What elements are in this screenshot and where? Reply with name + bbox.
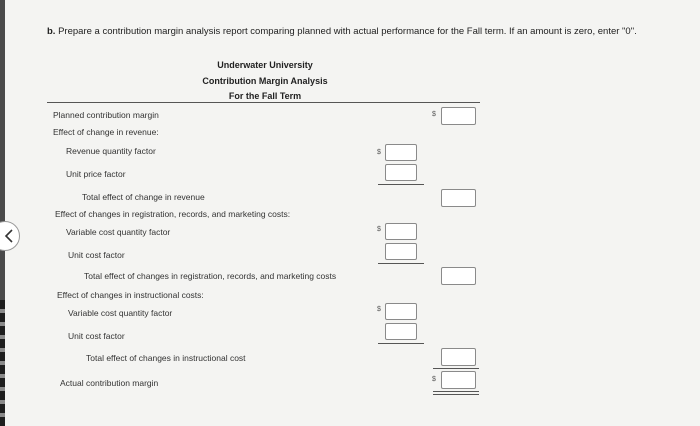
- revenue-qty-label: Revenue quantity factor: [66, 146, 156, 156]
- instruction-text: Prepare a contribution margin analysis report comparing planned with actual performance for the Fall term. If an amount is zero, enter "0".: [58, 26, 637, 37]
- unit-cost-2-label: Unit cost factor: [68, 331, 125, 341]
- total-revenue-label: Total effect of change in revenue: [82, 192, 205, 202]
- actual-cm-input[interactable]: [441, 371, 476, 389]
- chevron-left-icon: [4, 229, 14, 243]
- unit-cost-2-input[interactable]: [385, 323, 417, 340]
- actual-cm-label: Actual contribution margin: [60, 378, 159, 388]
- currency-symbol: $: [432, 111, 436, 118]
- subtotal-rule: [378, 184, 424, 185]
- company-name: Underwater University: [217, 60, 313, 70]
- back-button[interactable]: [0, 221, 20, 251]
- left-edge-ticks: [0, 300, 5, 426]
- report-period: For the Fall Term: [228, 91, 302, 101]
- currency-symbol: $: [377, 226, 381, 233]
- var-qty-1-input[interactable]: [385, 223, 417, 240]
- unit-cost-1-label: Unit cost factor: [68, 250, 125, 260]
- total-instr-input[interactable]: [441, 348, 476, 366]
- total-rule: [433, 368, 479, 369]
- planned-cm-label: Planned contribution margin: [53, 110, 159, 120]
- part-label: b.: [47, 26, 56, 37]
- unit-price-input[interactable]: [385, 164, 417, 181]
- header-rule: [47, 102, 480, 103]
- subtotal-rule: [378, 343, 424, 344]
- total-revenue-input[interactable]: [441, 189, 476, 207]
- total-instr-label: Total effect of changes in instructional cost: [86, 353, 246, 363]
- var-qty-2-input[interactable]: [385, 303, 417, 320]
- total-reg-label: Total effect of changes in registration, records, and marketing costs: [84, 271, 337, 281]
- total-reg-input[interactable]: [441, 267, 476, 285]
- effect-revenue-label: Effect of change in revenue:: [53, 127, 159, 137]
- effect-reg-label: Effect of changes in registration, records, and marketing costs:: [55, 209, 291, 219]
- currency-symbol: $: [432, 376, 436, 383]
- instructions: [47, 23, 697, 41]
- var-qty-1-label: Variable cost quantity factor: [66, 227, 171, 237]
- planned-cm-input[interactable]: [441, 107, 476, 125]
- unit-price-label: Unit price factor: [66, 169, 126, 179]
- var-qty-2-label: Variable cost quantity factor: [68, 308, 173, 318]
- double-rule-top: [433, 391, 479, 392]
- currency-symbol: $: [377, 149, 381, 156]
- double-rule-bottom: [433, 394, 479, 395]
- effect-instr-label: Effect of changes in instructional costs:: [57, 290, 204, 300]
- subtotal-rule: [378, 263, 424, 264]
- report-title: Contribution Margin Analysis: [202, 76, 328, 86]
- unit-cost-1-input[interactable]: [385, 243, 417, 260]
- currency-symbol: $: [377, 306, 381, 313]
- revenue-qty-input[interactable]: [385, 144, 417, 161]
